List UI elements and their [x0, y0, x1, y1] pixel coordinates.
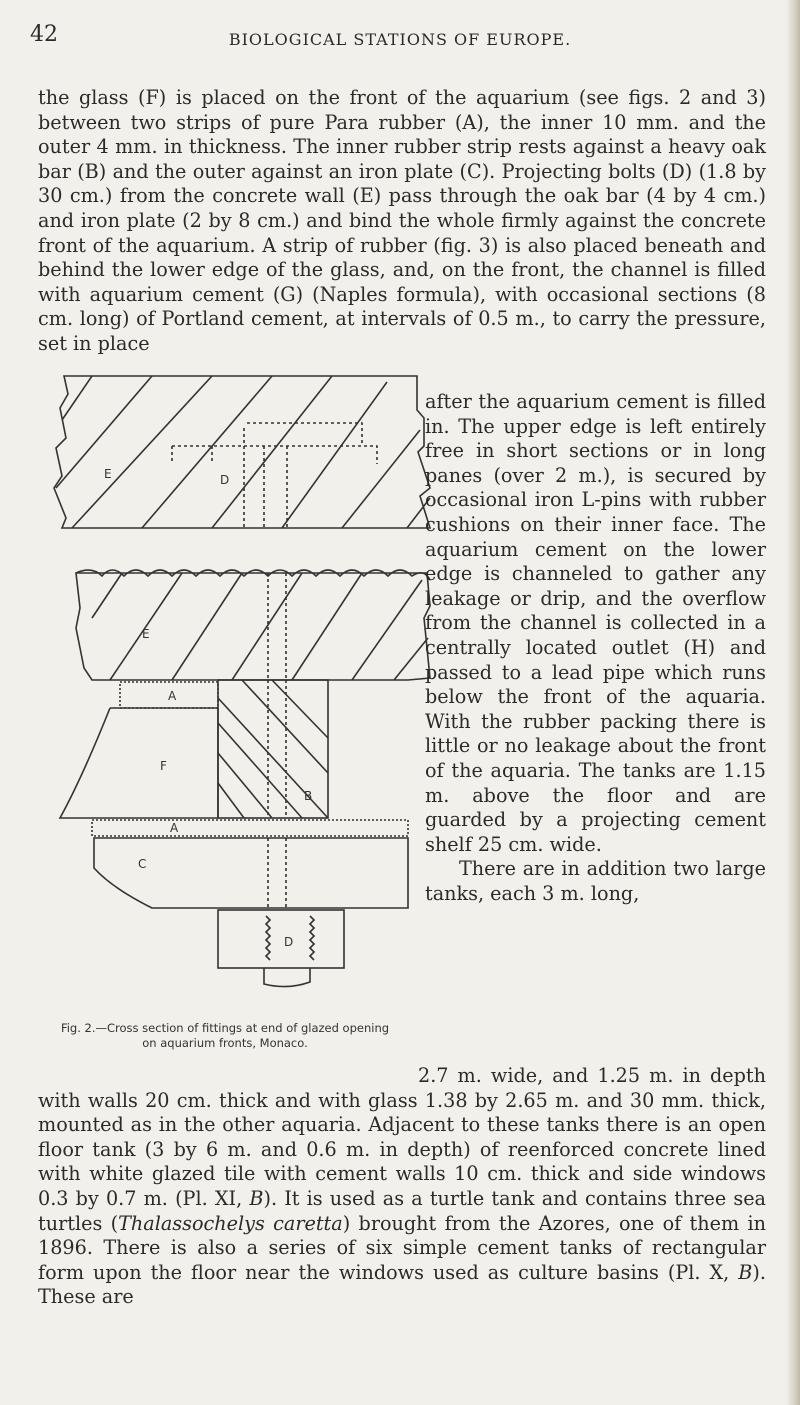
label-d-upper: D — [220, 473, 230, 487]
page-number: 42 — [30, 22, 58, 47]
tail-b1: B — [249, 1186, 264, 1210]
page-edge-shadow — [786, 0, 800, 1405]
paragraph-side-cont: There are in addition two large tanks, each 3 m. long, — [425, 857, 766, 905]
label-a-lower: A — [170, 821, 179, 835]
tail-b2: B — [738, 1260, 753, 1284]
tail-a: 2.7 m. wide, and 1.25 m. in depth with walls 20 cm. thick and with glass 1.38 by 2.65 m. and 30 mm. thick, mounted as in the other aquaria. Adjacent to these tanks there is an open floor tank (3 by 6 m. and 0.6 m. in depth) of reenforced concrete lined with white glazed tile with cement walls 10 cm. thick and side windows 0.3 by 0.7 m. (Pl. XI, — [38, 1064, 766, 1210]
tail-c: ). It is used as a turtle tank and contains three sea turtles ( — [38, 1186, 766, 1235]
caption-line-1: Fig. 2.—Cross section of fittings at end of glazed opening — [60, 1021, 390, 1035]
figure-caption — [32, 1021, 418, 1051]
cross-section-figure — [32, 368, 432, 1058]
label-d-lower: D — [284, 935, 294, 949]
label-b: B — [304, 789, 313, 803]
label-e-upper: E — [104, 467, 112, 481]
label-f: F — [160, 759, 167, 773]
label-c: C — [138, 857, 147, 871]
tail-e: ). These are — [38, 1260, 766, 1309]
running-title: BIOLOGICAL STATIONS OF EUROPE. — [228, 30, 572, 49]
cross-section-diagram — [32, 368, 432, 1018]
tail-species: Thalassochelys caretta — [118, 1211, 343, 1235]
paragraph-side — [425, 390, 766, 906]
paragraph-tail — [38, 1064, 766, 1310]
paragraph-side-text: after the aquarium cement is filled in. The upper edge is left entirely free in short sections or in long panes (over 2 m.), is secured by occasional iron L-pins with rubber cushions on their inner face. The aquarium cement on the lower edge is channeled to gather any leakage or drip, and the overflow from the channel is collected in a centrally located outlet (H) and passed to a lead pipe which runs below the front of the aquaria. With the rubber packing there is little or no leakage about the front of the aquaria. The tanks are 1.15 m. above the floor and are guarded by a projecting cement shelf 25 cm. wide. — [425, 390, 766, 856]
label-a-upper: A — [168, 689, 177, 703]
label-e-lower: E — [142, 627, 150, 641]
caption-line-2: on aquarium fronts, Monaco. — [142, 1036, 308, 1050]
tail-d: ) brought from the Azores, one of them in 1896. There is also a series of six simple cement tanks of rectangular form upon the floor near the windows used as culture basins (Pl. X, — [38, 1211, 767, 1284]
paragraph-top: the glass (F) is placed on the front of the aquarium (see figs. 2 and 3) between two strips of pure Para rubber (A), the inner 10 mm. and the outer 4 mm. in thickness. The inner rubber strip rests against a heavy oak bar (B) and the outer against an iron plate (C). Projecting bolts (D) (1.8 by 30 cm.) from the concrete wall (E) pass through the oak bar (4 by 4 cm.) and iron plate (2 by 8 cm.) and bind the whole firmly against the concrete front of the aquarium. A strip of rubber (fig. 3) is also placed beneath and behind the lower edge of the glass, and, on the front, the channel is filled with aquarium cement (G) (Naples formula), with occasional sections (8 cm. long) of Portland cement, at intervals of 0.5 m., to carry the pressure, set in place — [38, 86, 766, 355]
